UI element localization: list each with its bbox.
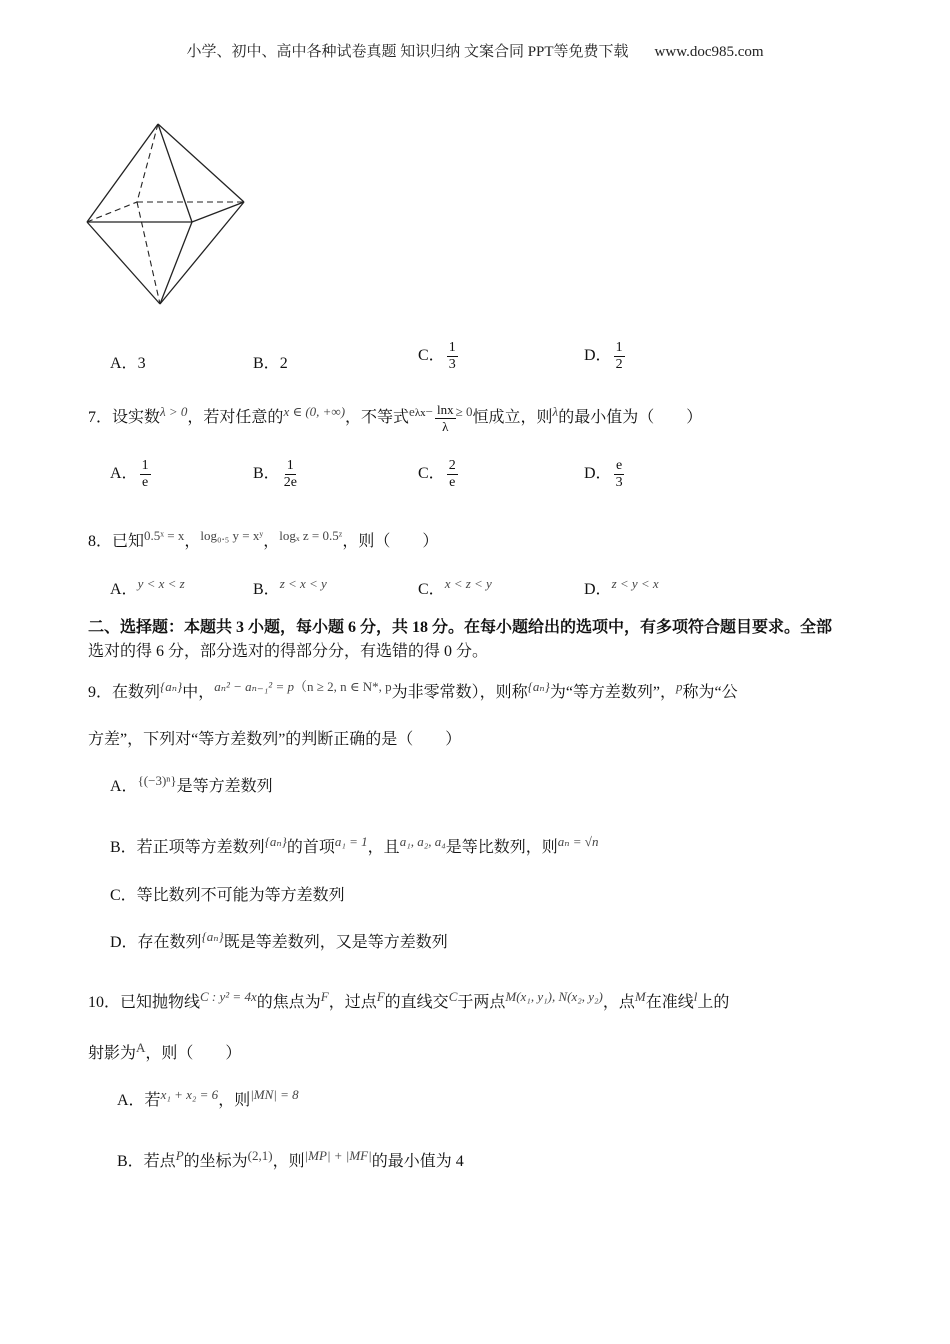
hidden-edge xyxy=(137,124,158,202)
fraction: $\frac{1}{e}$ xyxy=(141,458,149,490)
hidden-edge xyxy=(137,202,160,304)
q6-option-c[interactable]: C． $\frac{1}{3}$ xyxy=(418,340,456,372)
q6-option-b[interactable]: B．2 xyxy=(253,355,288,372)
fraction: $\frac{2}{e}$ xyxy=(448,458,456,490)
fraction: $\frac{1}{2e}$ xyxy=(283,458,297,490)
octahedron-figure xyxy=(80,118,255,313)
header-text: 小学、初中、高中各种试卷真题 知识归纳 文案合同 PPT等免费下载 xyxy=(186,44,629,60)
q6-option-a[interactable]: A．3 xyxy=(110,355,146,372)
q7-option-b[interactable]: B． $\frac{1}{2e}$ xyxy=(253,458,297,490)
q10-stem-2: 射影为$^A$，则（ ） xyxy=(88,1040,242,1062)
fraction: $\frac{1}{2}$ xyxy=(615,340,623,372)
q9-option-c[interactable]: C．等比数列不可能为等方差数列 xyxy=(110,887,345,904)
q8-option-c[interactable]: C．$^{x < z < y}$ xyxy=(418,576,492,598)
q10-option-b[interactable]: B．若点$^P$的坐标为$^{(2,1)}$，则$^{|MP| + |MF|}$的最小值为 4 xyxy=(117,1148,464,1170)
q7-option-d[interactable]: D． $\frac{e}{3}$ xyxy=(584,458,623,490)
edge xyxy=(160,222,192,304)
q9-option-d[interactable]: D．存在数列$^{\{a_n\}}$既是等差数列，又是等方差数列 xyxy=(110,929,448,951)
q8-stem: 8．已知$^{0.5ˣ = x}$，$^{log_0._5 y = xʸ}$，$^{log_x z = 0.5ᶻ}$，则（ ） xyxy=(88,528,439,550)
q8-option-b[interactable]: B．$^{z < x < y}$ xyxy=(253,576,327,598)
fraction: $\frac{\ln x}{\lambda}$ xyxy=(437,402,454,434)
edge xyxy=(160,202,244,304)
section-instructions: 选对的得 6 分，部分选对的得部分分，有选错的得 0 分。 xyxy=(88,643,489,660)
section-heading: 二、选择题：本题共 3 小题，每小题 6 分，共 18 分。在每小题给出的选项中，有多项符合题目要求。全部 xyxy=(88,619,833,636)
q9-option-a[interactable]: A．$^{\{(-3)^n\}}$是等方差数列 xyxy=(110,773,273,795)
q10-stem: 10．已知抛物线$^{C : y^2 = 4x}$的焦点为$^F$，过点$^F$的直线交$^C$于两点$^{M(x_1, y_1), N(x_2, y_2)}$，点$^M$在准线$^l$上的 xyxy=(88,989,730,1011)
edge xyxy=(87,124,158,222)
q8-option-d[interactable]: D．$^{z < y < x}$ xyxy=(584,576,659,598)
fraction: $\frac{e}{3}$ xyxy=(615,458,623,490)
fraction: $\frac{1}{3}$ xyxy=(448,340,456,372)
page-header xyxy=(0,40,950,61)
q7-option-a[interactable]: A． $\frac{1}{e}$ xyxy=(110,458,149,490)
q9-option-b[interactable]: B．若正项等方差数列$^{\{a_n\}}$的首项$^{a_1 = 1}$，且$^{a_1, a_2, a_4}$是等比数列，则$^{a_n = √n}$ xyxy=(110,834,599,856)
q10-option-a[interactable]: A．若$^{x_1 + x_2 = 6}$，则$^{|MN| = 8}$ xyxy=(117,1087,299,1109)
q7-option-c[interactable]: C． $\frac{2}{e}$ xyxy=(418,458,456,490)
header-url[interactable]: www.doc985.com xyxy=(654,44,764,60)
q9-stem: 9．在数列$^{\{a_n\}}$中，$^{a_n^2 - a_{n-1}^2 = p(n \ge 2, n \in N*, p}$为非零常数），则称$^{\{a_n\}}$为“等方差数列”，$^p$称为“公 xyxy=(88,679,738,701)
q7-stem: 7．设实数$^{\lambda > 0}$，若对任意的$^{x \in (0, +\infty)}$，不等式$^{e\lambda x-}$ $\frac{\ln x}{\lambda}$ $^{\ge 0}$恒成立，则$^\lambda$的最小值为（ ） xyxy=(88,402,703,434)
edge xyxy=(87,222,160,304)
q9-stem-2: 方差”，下列对“等方差数列”的判断正确的是（ ） xyxy=(88,731,462,748)
q8-option-a[interactable]: A．$^{y < x < z}$ xyxy=(110,576,185,598)
q6-option-d[interactable]: D． $\frac{1}{2}$ xyxy=(584,340,623,372)
